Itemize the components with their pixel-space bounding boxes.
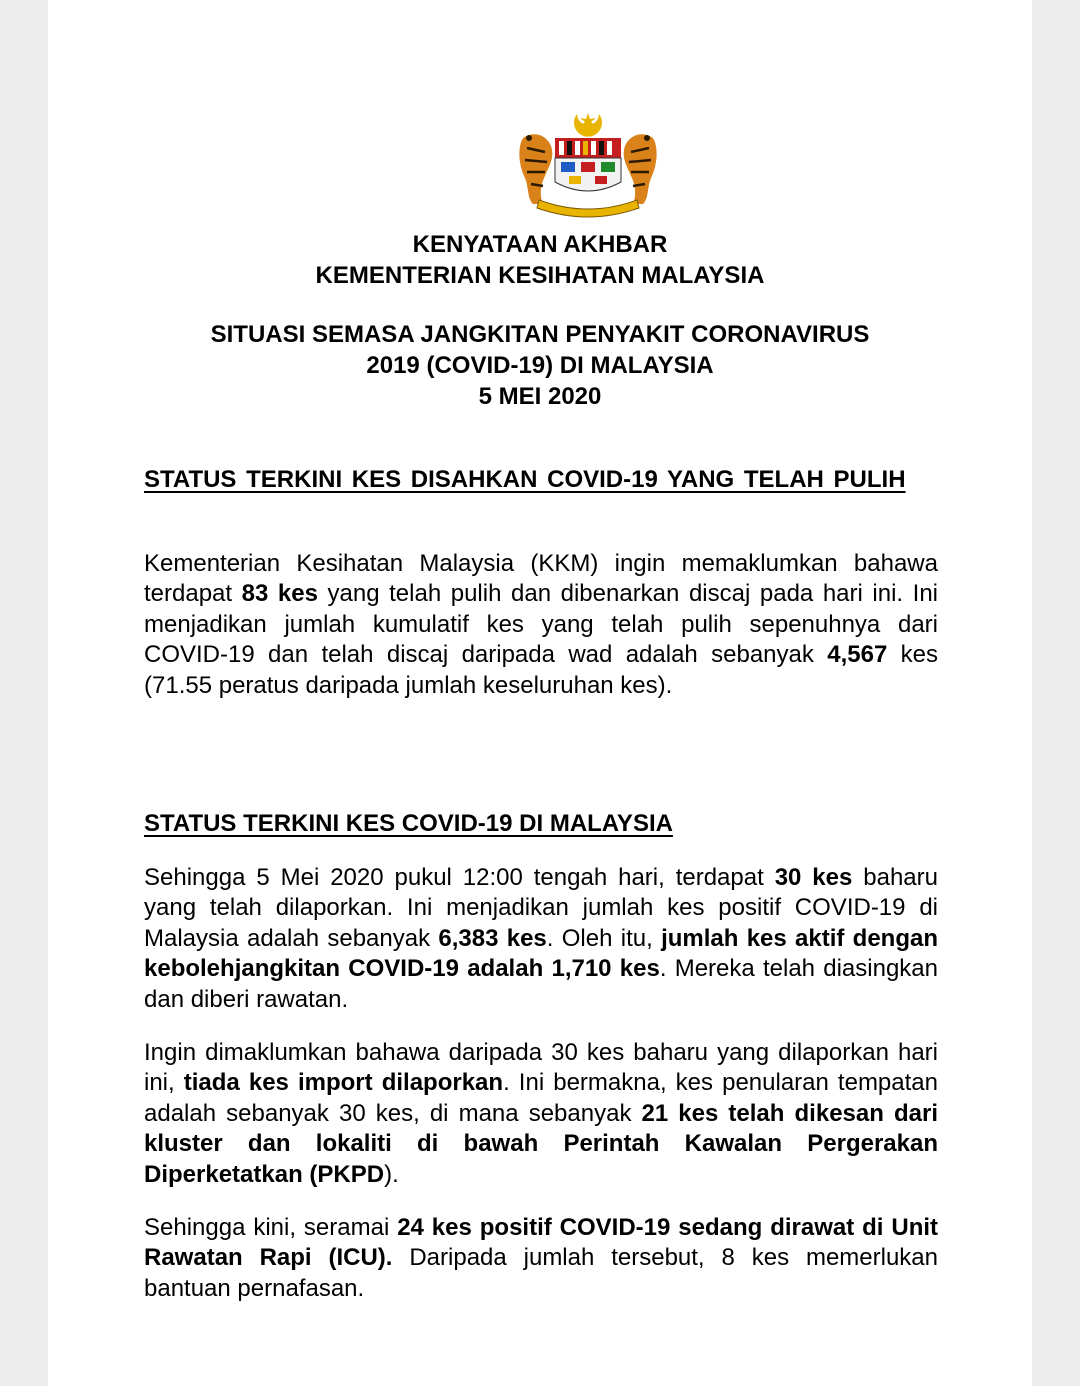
text-run: Ingin dimaklumkan bahawa daripada 30 kes baharu yang dilaporkan hari ini, [144, 1039, 938, 1097]
press-release-header [48, 229, 1032, 291]
title-line-2: 2019 (COVID-19) DI MALAYSIA [366, 352, 714, 379]
section-status-paragraph-2 [144, 1038, 938, 1190]
bold-run: 4,567 [827, 641, 888, 669]
bold-run: 21 kes telah dikesan dari kluster dan lokaliti di bawah Perintah Kawalan Pergerakan Diperketatkan (PKPD [144, 1099, 938, 1188]
section-status-paragraph-1 [144, 863, 938, 1015]
bold-run: 6,383 kes [438, 924, 547, 952]
header-line-2: KEMENTERIAN KESIHATAN MALAYSIA [315, 262, 765, 289]
text-run: Sehingga kini, seramai [144, 1214, 398, 1241]
text-run: Daripada jumlah tersebut, 8 kes memerlukan bantuan pernafasan. [144, 1244, 938, 1302]
title-date: 5 MEI 2020 [478, 383, 602, 410]
bold-run: 30 kes [774, 864, 853, 891]
bold-run: jumlah kes aktif dengan kebolehjangkitan COVID-19 adalah 1,710 kes [144, 924, 939, 983]
text-run: baharu yang telah dilaporkan. Ini menjadikan jumlah kes positif COVID-19 di Malaysia adalah sebanyak [144, 864, 938, 952]
text-run: yang telah pulih dan dibenarkan discaj pada hari ini. Ini menjadikan jumlah kumulatif kes yang telah pulih sepenuhnya dari COVID-19 dan telah discaj daripada wad adalah sebanyak [144, 580, 939, 669]
header-line-1: KENYATAAN AKHBAR [412, 231, 668, 258]
text-run: Sehingga 5 Mei 2020 pukul 12:00 tengah hari, terdapat [144, 864, 775, 891]
bold-run: tiada kes import dilaporkan [183, 1069, 504, 1097]
document-page [48, 0, 1032, 1386]
text-run: . Ini bermakna, kes penularan tempatan adalah sebanyak 30 kes, di mana sebanyak [144, 1069, 938, 1127]
coat-of-arms-logo [515, 108, 661, 220]
text-run: kes (71.55 peratus daripada jumlah keseluruhan kes). [144, 641, 938, 699]
text-run: . Mereka telah diasingkan dan diberi rawatan. [144, 955, 938, 1013]
text-run: Kementerian Kesihatan Malaysia (KKM) ingin memaklumkan bahawa terdapat [144, 550, 938, 608]
bold-run: 24 kes positif COVID-19 sedang dirawat di Unit Rawatan Rapi (ICU). [144, 1214, 939, 1272]
section-status-heading: STATUS TERKINI KES COVID-19 DI MALAYSIA [144, 810, 673, 837]
document-title [48, 319, 1032, 412]
section-recovered-heading: STATUS TERKINI KES DISAHKAN COVID-19 YANG TELAH PULIH [144, 466, 906, 493]
text-run: ). [384, 1160, 399, 1188]
section-recovered-paragraph [144, 549, 938, 701]
title-line-1: SITUASI SEMASA JANGKITAN PENYAKIT CORONAVIRUS [210, 321, 870, 348]
section-status-paragraph-3 [144, 1213, 938, 1304]
text-run: . Oleh itu, [546, 924, 662, 952]
bold-run: 83 kes [241, 580, 318, 608]
